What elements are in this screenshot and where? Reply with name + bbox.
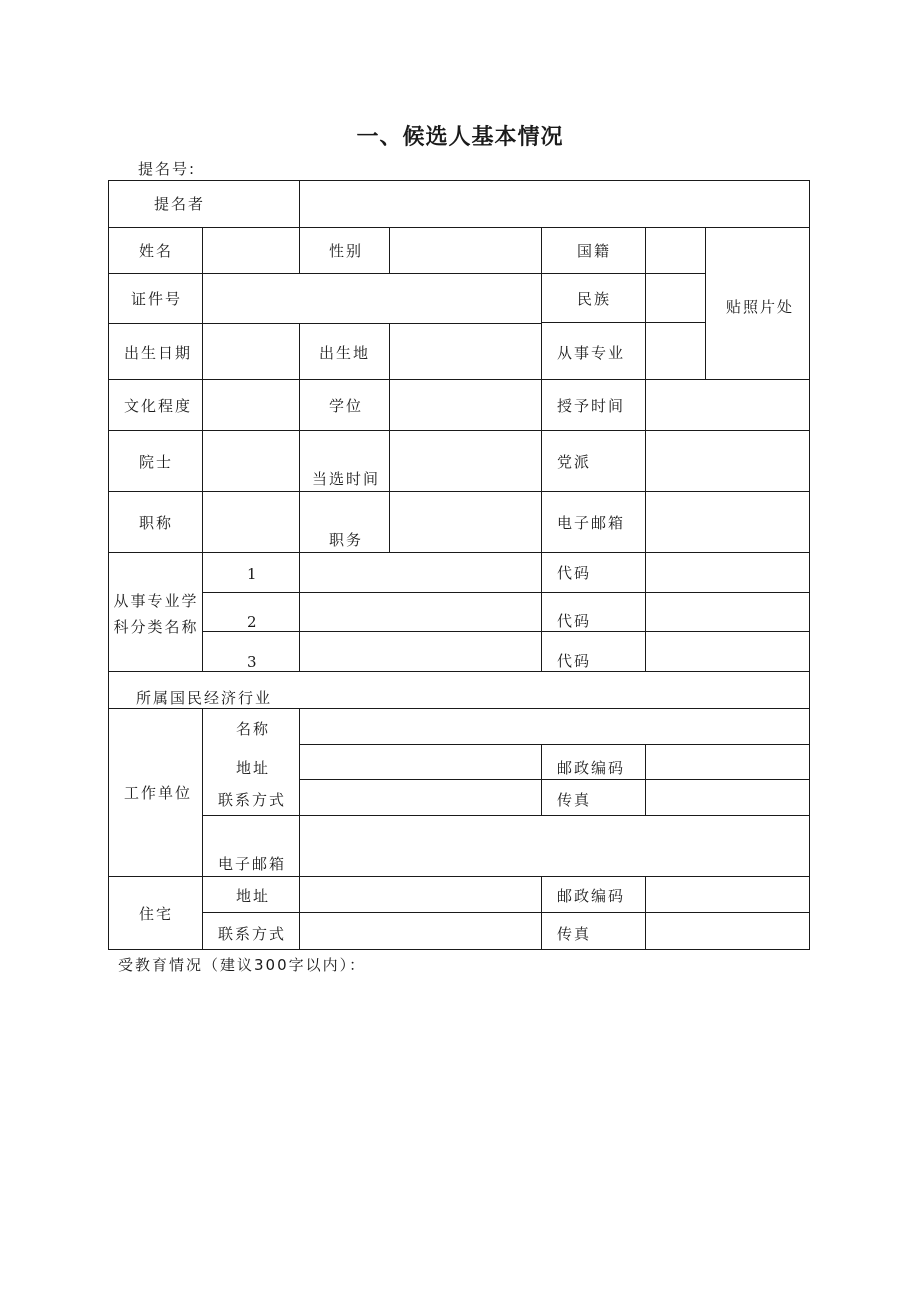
field-award-time[interactable] [646,380,809,430]
label-position: 职务 [329,531,364,549]
label-title: 职称 [139,514,174,532]
label-code-2: 代码 [557,612,592,630]
label-education-level: 文化程度 [124,397,193,415]
label-birth-place: 出生地 [319,344,371,362]
field-party[interactable] [646,431,809,491]
label-industry: 所属国民经济行业 [136,689,273,707]
label-academician: 院士 [139,453,174,471]
field-residence-fax[interactable] [646,913,809,949]
label-birth-date: 出生日期 [124,344,193,362]
label-unit-address: 地址 [236,759,271,777]
label-residence-contact: 联系方式 [218,925,287,943]
label-party: 党派 [557,453,592,471]
photo-box[interactable] [706,228,809,379]
field-nominator[interactable] [300,181,809,227]
label-nominator: 提名者 [154,195,206,213]
field-name[interactable] [203,228,389,273]
nomination-number-label: 提名号: [138,160,197,178]
field-academician[interactable] [203,431,299,491]
discipline-row-2: 2 [247,613,257,631]
label-elected-time: 当选时间 [312,470,381,488]
label-residence-fax: 传真 [557,925,592,943]
field-residence-postal-code[interactable] [646,877,809,912]
discipline-row-3: 3 [247,653,257,671]
label-nationality: 国籍 [577,242,612,260]
field-ethnicity[interactable] [646,274,705,322]
label-discipline: 从事专业学科分类名称 [113,592,199,636]
field-unit-contact[interactable] [300,780,541,815]
photo-placeholder: 贴照片处 [726,298,795,316]
field-code-3[interactable] [646,632,809,671]
discipline-row-1: 1 [247,565,257,583]
label-degree: 学位 [329,397,364,415]
label-unit-postal-code: 邮政编码 [557,759,626,777]
field-residence-address[interactable] [300,877,541,912]
field-title[interactable] [203,492,299,552]
field-position[interactable] [390,492,541,552]
label-award-time: 授予时间 [557,397,626,415]
field-email[interactable] [646,492,809,552]
candidate-info-form [108,180,810,950]
label-specialty: 从事专业 [557,344,626,362]
label-code-3: 代码 [557,652,592,670]
label-name: 姓名 [139,242,174,260]
field-residence-contact[interactable] [300,913,541,949]
label-unit-email: 电子邮箱 [218,855,287,873]
field-specialty[interactable] [646,323,705,379]
field-birth-place[interactable] [390,324,541,379]
label-residence-postal-code: 邮政编码 [557,887,626,905]
field-discipline-1[interactable] [300,553,541,592]
field-degree[interactable] [390,380,541,430]
field-industry[interactable] [300,672,809,708]
page-title: 一、候选人基本情况 [356,125,564,150]
label-unit-name: 名称 [236,720,271,738]
field-elected-time[interactable] [390,431,541,491]
label-unit-contact: 联系方式 [218,791,287,809]
field-unit-postal-code[interactable] [646,745,809,779]
label-residence: 住宅 [139,905,174,923]
education-note: 受教育情况（建议300字以内）： [118,956,367,974]
field-education-level[interactable] [203,380,299,430]
label-id-number: 证件号 [131,290,183,308]
label-gender: 性别 [329,242,364,260]
field-unit-name[interactable] [300,709,809,744]
field-discipline-2[interactable] [300,593,541,631]
label-ethnicity: 民族 [577,290,612,308]
label-residence-address: 地址 [236,887,271,905]
field-discipline-3[interactable] [300,632,541,671]
label-work-unit: 工作单位 [124,784,193,802]
field-code-2[interactable] [646,593,809,631]
label-email: 电子邮箱 [557,514,626,532]
field-nationality[interactable] [646,228,705,273]
field-code-1[interactable] [646,553,809,592]
label-code-1: 代码 [557,564,592,582]
field-unit-address[interactable] [300,745,541,779]
field-gender[interactable] [390,228,541,273]
field-unit-fax[interactable] [646,780,809,815]
field-id-number[interactable] [203,274,541,323]
field-birth-date[interactable] [203,324,299,379]
field-unit-email[interactable] [300,816,809,876]
label-unit-fax: 传真 [557,791,592,809]
